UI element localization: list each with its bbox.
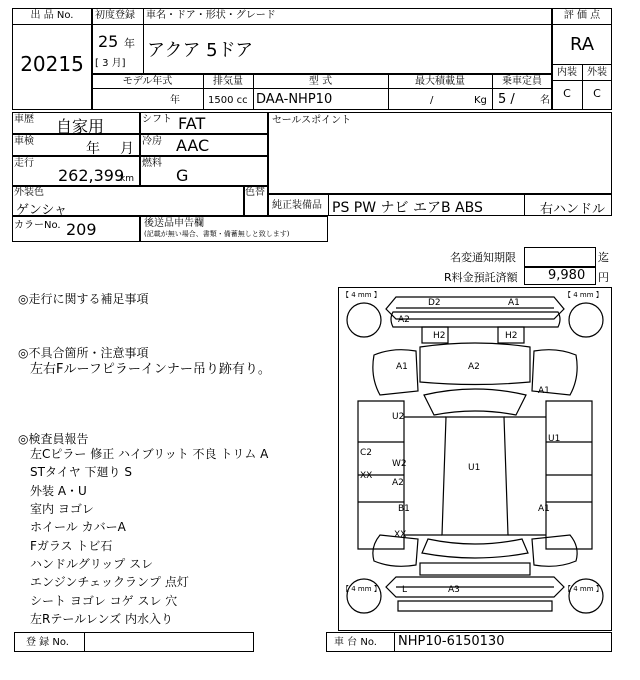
ext-color-label: 外装色 [14,187,44,198]
first-reg-month: [ 3 月] [95,58,126,69]
model-year-unit: 年 [170,95,180,106]
lot-label: 出 品 No. [30,10,74,21]
exterior-grade-label: 外装 [587,67,607,78]
shift: FAT [178,114,206,133]
docs-note: (記載が無い場合、書類・備蓄無しと致します) [144,230,290,238]
damage-code: A1 [538,504,550,514]
name-change-field [524,247,596,267]
model-type: DAA-NHP10 [256,92,333,107]
color-no-label: カラーNo. [14,220,61,231]
displacement-label: 排気量 [213,76,243,87]
shift-label: シフト [142,114,172,125]
damage-code: L [402,585,408,595]
tire-front-right [569,303,603,337]
damage-code: A1 [508,298,520,308]
name-change-label: 名変通知期限 [450,251,516,264]
rear-garnish [420,563,530,575]
ac-label: 冷房 [142,136,162,147]
damage-code: A1 [396,362,408,372]
inspector-line: Fガラス トビ石 [30,539,113,553]
roof [442,417,508,535]
interior-grade: C [563,87,571,100]
damage-code: W2 [392,459,407,469]
year-unit: 年 [124,37,135,50]
mileage-unit: km [120,174,134,184]
repaint-label: 色替 [245,187,265,198]
tire-front-left [347,303,381,337]
docs-label: 後送品申告欄 [144,218,204,229]
ac: AAC [176,136,210,155]
model-year-label: モデル年式 [122,76,173,87]
color-no: 209 [66,220,97,239]
windshield [424,389,526,415]
equipment-label: 純正装備品 [272,200,322,211]
max-load-sep: / [430,95,434,106]
inspection-month: 月 [120,141,134,157]
damage-code: A3 [448,585,460,595]
chassis-number: NHP10-6150130 [398,634,505,649]
inspector-line: 外装 A・U [30,484,87,498]
mileage: 262,399 [58,166,125,185]
tire-depth-label: 【 4 mm 】 [564,585,603,593]
rear-window [422,539,528,558]
grade-label: 評 価 点 [563,10,601,21]
sales-point-label: セールスポイント [272,115,352,126]
damage-code: U1 [468,463,481,473]
recycle-label: R料金預託済額 [444,271,518,284]
registration-label: 登 録 No. [26,637,69,648]
steering-side: 右ハンドル [540,202,606,217]
damage-code: D2 [428,298,441,308]
damage-code: H2 [505,331,518,341]
lot-number: 20215 [20,52,84,76]
first-reg-label: 初度登録 [95,10,135,21]
damage-code: U1 [548,434,561,444]
damage-code: B1 [398,504,410,514]
damage-code: C2 [360,448,373,458]
car-name-label: 車名・ドア・形状・グレード [146,10,276,21]
inspection-year: 年 [86,141,100,157]
damage-code: A2 [392,478,404,488]
inspector-line: 室内 ヨゴレ [30,502,94,516]
capacity: 5 / [498,92,515,107]
overall-grade: RA [569,34,595,55]
damage-code: XX [394,530,407,540]
inspector-report-title: ◎検査員報告 [18,432,89,446]
inspector-line: 左Rテールレンズ 内水入り [30,612,173,626]
damage-code: A2 [398,315,410,325]
tire-depth-label: 【 4 mm 】 [564,291,603,299]
tire-depth-label: 【 4 mm 】 [342,585,381,593]
tire-depth-label: 【 4 mm 】 [342,291,381,299]
inspector-line: ハンドルグリップ スレ [30,557,154,571]
displacement: 1500 cc [208,95,248,106]
inspector-line: ホイール カバーA [30,520,126,534]
recycle-unit: 円 [598,271,609,284]
inspector-line: 左Cピラー 修正 ハイブリット 不良 トリム A [30,447,269,461]
name-change-unit: 迄 [598,251,609,264]
damage-code: A2 [468,362,480,372]
max-load-unit: Kg [474,95,487,106]
recycle-amount: 9,980 [548,268,586,283]
rear-step [398,601,552,611]
exterior-grade: C [593,87,601,100]
capacity-label: 乗車定員 [502,76,542,87]
mileage-label: 走行 [14,158,34,169]
defect-notes-title: ◎不具合箇所・注意事項 [18,346,149,360]
car-damage-diagram [338,287,612,631]
type-label: 型 式 [308,76,333,87]
car-name: アクア 5ドア [147,40,254,61]
history-label: 車歴 [14,114,34,125]
damage-code: H2 [433,331,446,341]
inspector-line: シート ヨゴレ コゲ スレ 穴 [30,594,178,608]
rear-fender-right [532,535,577,566]
interior-grade-label: 内装 [557,67,577,78]
history: 自家用 [56,117,105,136]
inspector-line: STタイヤ 下廻り S [30,465,132,479]
front-fender-left [373,350,418,395]
damage-code: XX [360,471,373,481]
diagram-frame [339,288,612,631]
defect-note-line: 左右Fルーフピラーインナー吊り跡有り。 [30,362,271,377]
ext-color: ゲンシャ [16,203,68,218]
equipment: PS PW ナビ エアB ABS [332,200,483,216]
capacity-unit: 名 [540,95,550,106]
fuel-label: 燃料 [142,158,162,169]
damage-code: A1 [538,386,550,396]
damage-code: U2 [392,412,405,422]
fuel: G [176,166,189,185]
first-reg-year: 25 [98,32,119,51]
inspection-label: 車検 [14,136,34,147]
max-load-label: 最大積載量 [415,76,465,87]
driving-notes-title: ◎走行に関する補足事項 [18,292,149,306]
chassis-label: 車 台 No. [334,637,377,648]
inspector-line: エンジンチェックランプ 点灯 [30,575,189,589]
